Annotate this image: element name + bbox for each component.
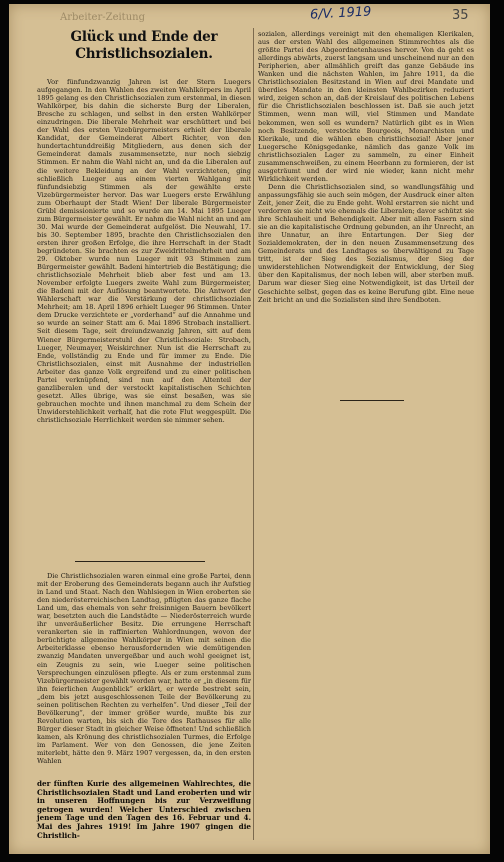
masthead-remnant: Arbeiter-Zeitung	[60, 12, 145, 23]
bold-emphasis-paragraph: der fünften Kurie des allgemeinen Wahlrechtes, die Christlichsozialen Stadt und Land eroberten und wir in unseren Hoffnungen bis zur Verzweiflung getrogen wurden! Welcher Unterschied zwischen jenem Tage und den Tagen des 16. Februar und 4. Mai des Jahres 1919! Im Jahre 1907 gingen die Christlich-	[37, 779, 251, 840]
section-separator	[75, 561, 205, 562]
right-column	[258, 30, 474, 396]
page-number: 35	[452, 8, 469, 23]
left-column	[37, 78, 251, 548]
handwritten-date: 6/V. 1919	[309, 4, 372, 23]
column-divider	[253, 28, 254, 840]
paragraph: Vor fünfundzwanzig Jahren ist der Stern Luegers aufgegangen. In den Wahlen des zweiten Wahlkörpers im April 1895 gelang es den Christlichsozialen zum erstenmal, in diesen Wahlkörper, bis dahin die sicherste Burg der Liberalen, Bresche zu schlagen, und selbst in den ersten Wahlkörper einzudringen. Die liberale Mehrheit war erschüttert und bei der Wahl des ersten Vizebürgermeisters erhielt der liberale Kandidat, der Gemeinderat Albert Richter, von den hundertachtunddreißig Mitgliedern, aus denen sich der Gemeinderat damals zusammensetzte, nur noch siebzig Stimmen. Er nahm die Wahl nicht an, und da die Liberalen auf die weitere Bekleidung an der Wahl verzichteten, ging schließlich Lueger aus einem vierten Wahlgang mit fünfundsiebzig Stimmen als der gewählte erste Vizebürgermeister hervor. Das war Luegers erste Erwählung zum Oberhaupt der Stadt Wien! Der liberale Bürgermeister Grübl demissionierte und so wurde am 14. Mai 1895 Lueger zum Bürgermeister gewählt. Er nahm die Wahl nicht an und am 30. Mai wurde der Gemeinderat aufgelöst. Die Neuwahl, 17. bis 30. September 1895, brachte den Christlichsozialen den ersten ihrer großen Erfolge, die ihre Herrschaft in der Stadt begründeten. Sie brachten es zur Zweidrittelmehrheit und am 29. Oktober wurde nun Lueger mit 93 Stimmen zum Bürgermeister gewählt. Badeni hintertrieb die Bestätigung; die christlichsoziale Mehrheit blieb aber fest und am 13. November erfolgte Luegers zweite Wahl zum Bürgermeister, die Badeni mit der Auflösung beantwortete. Die Antwort der Wählerschaft war die Verstärkung der christlichsozialen Mehrheit; am 18. April 1896 erhielt Lueger 96 Stimmen. Unter dem Drucke verzichtete er „vorderhand“ auf die Annahme und so wurde an seiner Statt am 6. Mai 1896 Strobach installiert. Seit diesem Tage, seit dreiundzwanzig Jahren, sitt auf dem Wiener Bürgermeisterstuhl der Christlichsoziale: Strobach, Lueger, Neumayer, Weiskirchner. Nun ist die Herrschaft zu Ende, vollständig zu Ende und für immer zu Ende. Die Christlichsozialen, einst mit Ausnahme der industriellen Arbeiter das ganze Volk ergreifend und zu einer politischen Partei verknüpfend, sind nun auf den Altenteil der ganzliberalen und der verstockt kapitalistischen Schichten gesetzt. Alles übrige, was sie einst besaßen, was sie gebrauchen mochte und ihnen manchmal zu dem Schein der Unwiderstehlichkeit verhalf, hat die rote Flut weggespült. Die christlichsoziale Herrlichkeit werden sie nimmer sehen.	[37, 78, 251, 424]
article-headline: Glück und Ende der Christlichsozialen.	[70, 29, 218, 62]
paragraph: Denn die Christlichsozialen sind, so wandlungsfähig und anpassungsfähig sie auch sein mögen, der Ausdruck einer alten Zeit, jener Zeit, die zu Ende geht. Wohl erstarren sie nicht und verdorren sie nicht wie ehemals die Liberalen; davor schützt sie ihre Schlauheit und Behendigkeit. Aber mit allen Fasern sind sie an die kapitalistische Ordnung gebunden, an ihr Unrecht, an ihre Unnatur, an ihre Entartungen. Der Sieg der Sozialdemokraten, der in den neuen Zusammensetzung des Gemeinderats und des Landtages so überwältigend zu Tage tritt, ist der Sieg des Sozialismus, der Sieg der unwiderstehlichen Notwendigkeit der Entwicklung, der Sieg über den Kapitalismus, der noch leben will, aber sterben muß. Darum war dieser Sieg eine Notwendigkeit, ist das Urteil der Geschichte selbst, gegen das es keine Berufung gibt. Eine neue Zeit bricht an und die Sozialisten sind ihre Sendboten.	[258, 182, 474, 304]
paragraph: sozialen, allerdings vereinigt mit den ehemaligen Klerikalen, aus der ersten Wahl des allgemeinen Stimmrechtes als die größte Partei des Abgeordnetenhauses hervor. Von da geht es allerdings abwärts, zuerst langsam und unscheinend nur an den Peripherien, aber allmählich greift das ganze Gebäude ins Wanken und die nächsten Wahlen, im Jahre 1911, da die Christlichsozialen Besitzstand in Wien auf drei Mandate und überdies Mandate in den kleinsten Wahlbezirken reduziert wird, zeigen schon an, daß der Kreislauf des politischen Lebens für die Christlichsozialen beschlossen ist. Daß sie auch jetzt Stimmen, wenn man will, viel Stimmen und Mandate bekommen, wen soll es wundern? Natürlich gibt es in Wien noch Besitzende, verstockte Bourgeois, Monarchisten und Klerikale, und die wählen eben christlichsozial! Aber jener Luegersche Königsgedanke, nämlich das ganze Volk im christlichsozialen Lager zu sammeln, zu einer Einheit zusammenschweißen, zu einem Heerbann zu formieren, der ist ausgeträumt und der wird nie wieder, kann nicht mehr Wirklichkeit werden.	[258, 30, 474, 183]
end-rule	[340, 400, 404, 401]
paragraph: Die Christlichsozialen waren einmal eine große Partei, denn mit der Eroberung des Gemeinderats begann auch ihr Aufstieg in Land und Staat. Nach den Wahlsiegen in Wien eroberten sie den niederösterreichischen Landtag, pflügten das ganze flache Land um, das ehemals von sehr freisinnigen Bauern bevölkert war, besetzten auch die Landstädte — Niederösterreich wurde ihr unveräußerlicher Besitz. Die errungene Herrschaft verankerten sie in raffinierten Wahlordnungen, wovon der berüchtigte allgemeine Wahlkörper in Wien mit seinen die Arbeiterklasse ebenso herausfordernden wie demütigenden zwanzig Mandaten unvergeßbar und auch wohl geeignet ist, ein Zeugnis zu sein, wie Lueger seine politischen Versprechungen einzulösen pflegte. Als er zum erstenmal zum Vizebürgermeister gewählt worden war, hatte er „in diesem für ihn feierlichen Augenblick“ erklärt, er werde bestrebt sein, „dem bis jetzt ausgeschlossenen Teile der Bevölkerung zu seinen politischen Rechten zu verhelfen“. Und dieser „Teil der Bevölkerung“, der immer größer wurde, mußte bis zur Revolution warten, bis sich die Tore des Rathauses für alle Bürger dieser Stadt in gleicher Weise öffneten! Und schließlich kamen, als Krönung des christlichsozialen Turmes, die Erfolge im Parlament. Wer von den Genossen, die jene Zeiten miterlebt, hätte den 9. März 1907 vergessen, da, in den ersten Wahlen	[37, 572, 251, 766]
